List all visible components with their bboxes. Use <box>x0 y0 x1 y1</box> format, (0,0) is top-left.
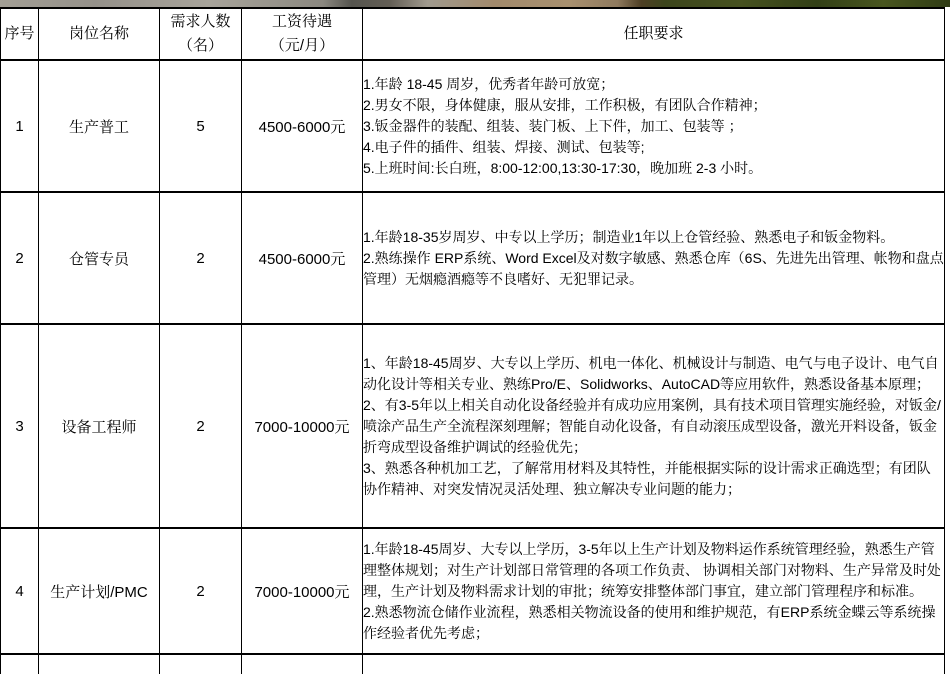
col-header-headcount <box>160 8 242 60</box>
cell-salary: 7000-10000元 <box>242 324 363 528</box>
cell-position: 设备工程师 <box>39 324 160 528</box>
requirement-item: 2.男女不限，身体健康，服从安排，工作积极，有团队合作精神； <box>363 96 767 113</box>
cell-position: 生产计划/PMC <box>39 528 160 654</box>
cell-salary: 4500-6000元 <box>242 60 363 192</box>
cell-requirements <box>363 654 945 674</box>
cell-position: 仓管专员 <box>39 192 160 324</box>
col-header-position: 岗位名称 <box>39 8 160 60</box>
requirement-item: 1.年龄18-35岁周岁、中专以上学历；制造业1年以上仓管经验、熟悉电子和钣金物料。 <box>363 228 895 245</box>
requirement-item: 1.年龄18-45周岁、大专以上学历，3-5年以上生产计划及物料运作系统管理经验，熟悉生产管理整体规划；对生产计划部日常管理的各项工作负责、 协调相关部门对物料、生产异常及时处理，生产计划及物料需求计划的审批；统筹安排整体部门事宜，建立部门管理程序和标准。 <box>363 540 941 599</box>
cell-headcount: 2 <box>160 192 242 324</box>
col-header-salary <box>242 8 363 60</box>
col-header-requirements: 任职要求 <box>363 8 945 60</box>
table-row-1 <box>1 60 945 192</box>
cell-position: 生产普工 <box>39 60 160 192</box>
cell-headcount: 5 <box>160 60 242 192</box>
requirement-item: 1.年龄 18-45 周岁，优秀者年龄可放宽； <box>363 75 615 92</box>
cell-index <box>1 654 39 674</box>
requirement-item: 4.电子件的插件、组装、焊接、测试、包装等; <box>363 138 645 155</box>
requirement-item: 3、熟悉各种机加工艺，了解常用材料及其特性，并能根据实际的设计需求正确选型；有团队协作精神、对突发情况灵活处理、独立解决专业问题的能力； <box>363 459 931 497</box>
cell-headcount: 2 <box>160 528 242 654</box>
job-positions-table <box>0 7 945 674</box>
cell-salary: 4500-6000元 <box>242 192 363 324</box>
cell-requirements <box>363 60 945 192</box>
pavement-grass-photo-strip <box>0 0 950 7</box>
col-header-index: 序号 <box>1 8 39 60</box>
table-row-2 <box>1 192 945 324</box>
table-row-5-partial <box>1 654 945 674</box>
cell-index: 4 <box>1 528 39 654</box>
col-header-headcount-line1: 需求人数 <box>170 13 231 30</box>
cell-headcount <box>160 654 242 674</box>
cell-headcount: 2 <box>160 324 242 528</box>
col-header-headcount-line2: （名） <box>177 37 223 54</box>
requirement-item: 3.钣金器件的装配、组装、装门板、上下件，加工、包装等 ； <box>363 117 743 134</box>
requirement-item: 1、年龄18-45周岁、大专以上学历、机电一体化、机械设计与制造、电气与电子设计、电气自动化设计等相关专业、熟练Pro/E、Solidworks、AutoCAD等应用软件，熟悉设备基本原理； <box>363 354 939 392</box>
cell-requirements <box>363 528 945 654</box>
col-header-salary-line2: （元/月） <box>269 37 335 54</box>
cell-requirements <box>363 192 945 324</box>
requirement-item: 2.熟悉物流仓储作业流程，熟悉相关物流设备的使用和维护规范，有ERP系统金蝶云等系统操作经验者优先考虑； <box>363 603 936 641</box>
requirement-item: 2、有3-5年以上相关自动化设备经验并有成功应用案例，具有技术项目管理实施经验，对钣金/喷涂产品生产全流程深刻理解；智能自动化设备，有自动滚压成型设备，激光开料设备，钣金折弯成型设备维护调试的经验优先； <box>363 396 941 455</box>
cell-salary: 7000-10000元 <box>242 528 363 654</box>
table-row-4 <box>1 528 945 654</box>
table-row-3 <box>1 324 945 528</box>
requirement-item: 5.上班时间:长白班，8:00-12:00,13:30-17:30，晚加班 2-3 小时。 <box>363 159 763 176</box>
col-header-salary-line1: 工资待遇 <box>271 13 332 30</box>
requirement-item: 2.熟练操作 ERP系统、Word Excel及对数字敏感、熟悉仓库（6S、先进先出管理、帐物和盘点管理）无烟瘾酒瘾等不良嗜好、无犯罪记录。 <box>363 249 944 287</box>
cell-index: 2 <box>1 192 39 324</box>
cell-index: 1 <box>1 60 39 192</box>
cell-requirements <box>363 324 945 528</box>
cell-position <box>39 654 160 674</box>
cell-salary <box>242 654 363 674</box>
table-header-row <box>1 8 945 60</box>
cell-index: 3 <box>1 324 39 528</box>
